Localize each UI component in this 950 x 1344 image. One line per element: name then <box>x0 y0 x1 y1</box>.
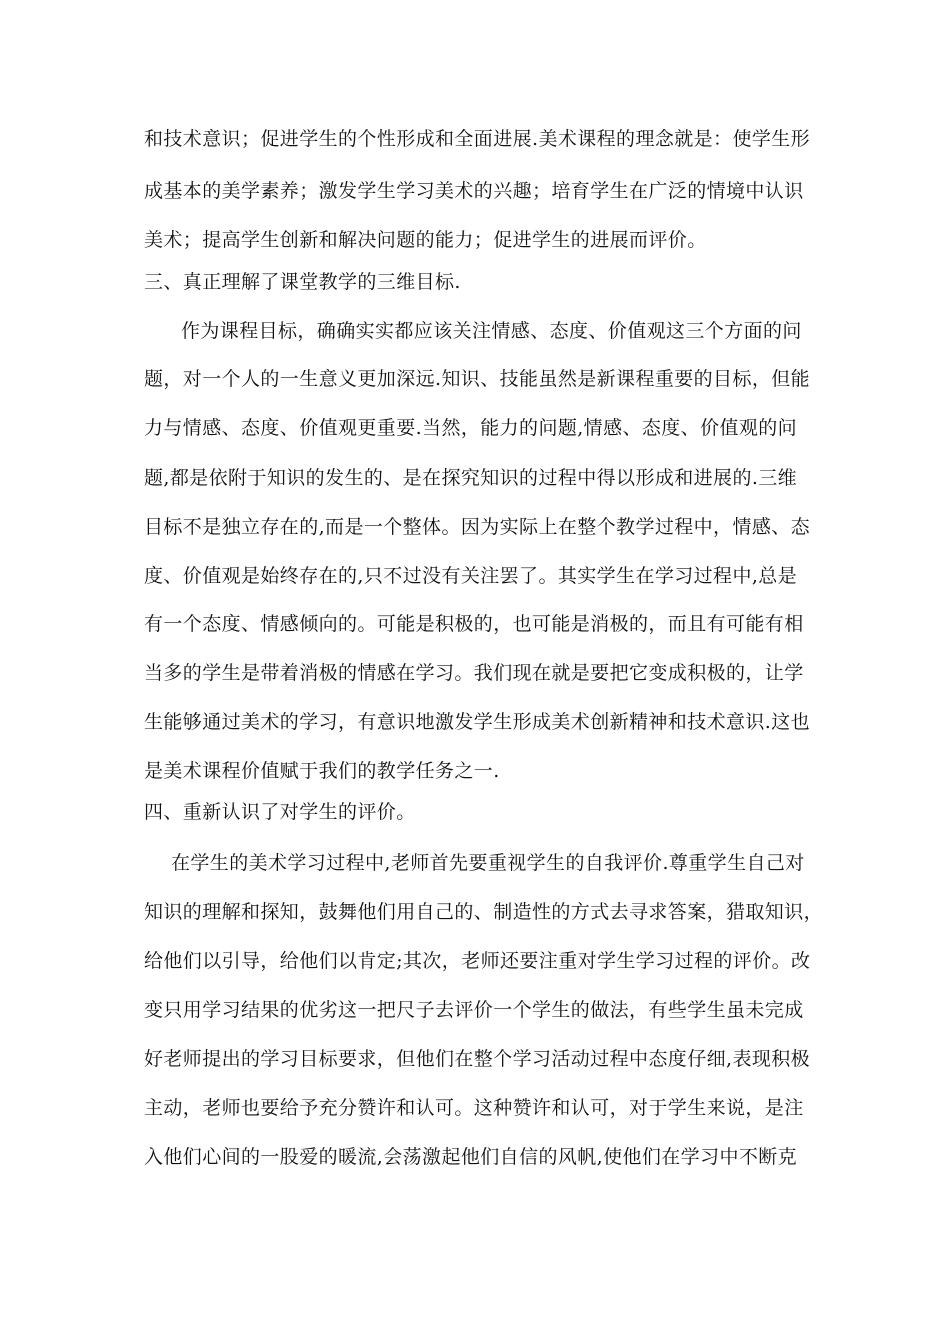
text-line: 度、价值观是始终存在的,只不过没有关注罢了。其实学生在学习过程中,总是 <box>144 565 798 587</box>
paragraph-first-line: 作为课程目标，确确实实都应该关注情感、态度、价值观这三个方面的问 <box>181 320 802 342</box>
text-line: 主动，老师也要给予充分赞许和认可。这种赞许和认可，对于学生来说，是注 <box>144 1097 804 1119</box>
text-line: 题,都是依附于知识的发生的、是在探究知识的过程中得以形成和进展的.三维 <box>144 467 798 489</box>
text-line: 力与情感、态度、价值观更重要.当然，能力的问题,情感、态度、价值观的问 <box>144 417 798 439</box>
text-line: 知识的理解和探知，鼓舞他们用自己的、制造性的方式去寻求答案，猎取知识， <box>144 901 824 923</box>
text-line: 生能够通过美术的学习，有意识地激发学生形成美术创新精神和技术意识.这也 <box>144 711 811 733</box>
text-line: 有一个态度、情感倾向的。可能是积极的，也可能是消极的，而且有可能有相 <box>144 613 804 635</box>
text-line: 题，对一个人的一生意义更加深远.知识、技能虽然是新课程重要的目标，但能 <box>144 368 811 390</box>
paragraph-first-line: 在学生的美术学习过程中,老师首先要重视学生的自我评价.尊重学生自己对 <box>171 852 805 874</box>
text-line: 入他们心间的一股爱的暖流,会荡激起他们自信的风帆,使他们在学习中不断克 <box>144 1146 798 1168</box>
text-line: 当多的学生是带着消极的情感在学习。我们现在就是要把它变成积极的，让学 <box>144 662 804 684</box>
text-line: 成基本的美学素养；激发学生学习美术的兴趣；培育学生在广泛的情境中认识 <box>144 180 804 202</box>
text-line: 是美术课程价值赋于我们的教学任务之一. <box>144 760 500 782</box>
text-line: 和技术意识；促进学生的个性形成和全面进展.美术课程的理念就是：使学生形 <box>144 128 811 150</box>
section-heading: 四、重新认识了对学生的评价。 <box>144 801 416 823</box>
text-line: 好老师提出的学习目标要求，但他们在整个学习活动过程中态度仔细,表现积极 <box>144 1048 811 1070</box>
text-line: 目标不是独立存在的,而是一个整体。因为实际上在整个教学过程中，情感、态 <box>144 516 811 538</box>
text-line: 变只用学习结果的优劣这一把尺子去评价一个学生的做法，有些学生虽未完成 <box>144 999 804 1021</box>
text-line: 美术；提高学生创新和解决问题的能力；促进学生的进展而评价。 <box>144 229 707 251</box>
text-line: 给他们以引导，给他们以肯定;其次，老师还要注重对学生学习过程的评价。改 <box>144 950 811 972</box>
section-heading: 三、真正理解了课堂教学的三维目标. <box>144 271 461 293</box>
